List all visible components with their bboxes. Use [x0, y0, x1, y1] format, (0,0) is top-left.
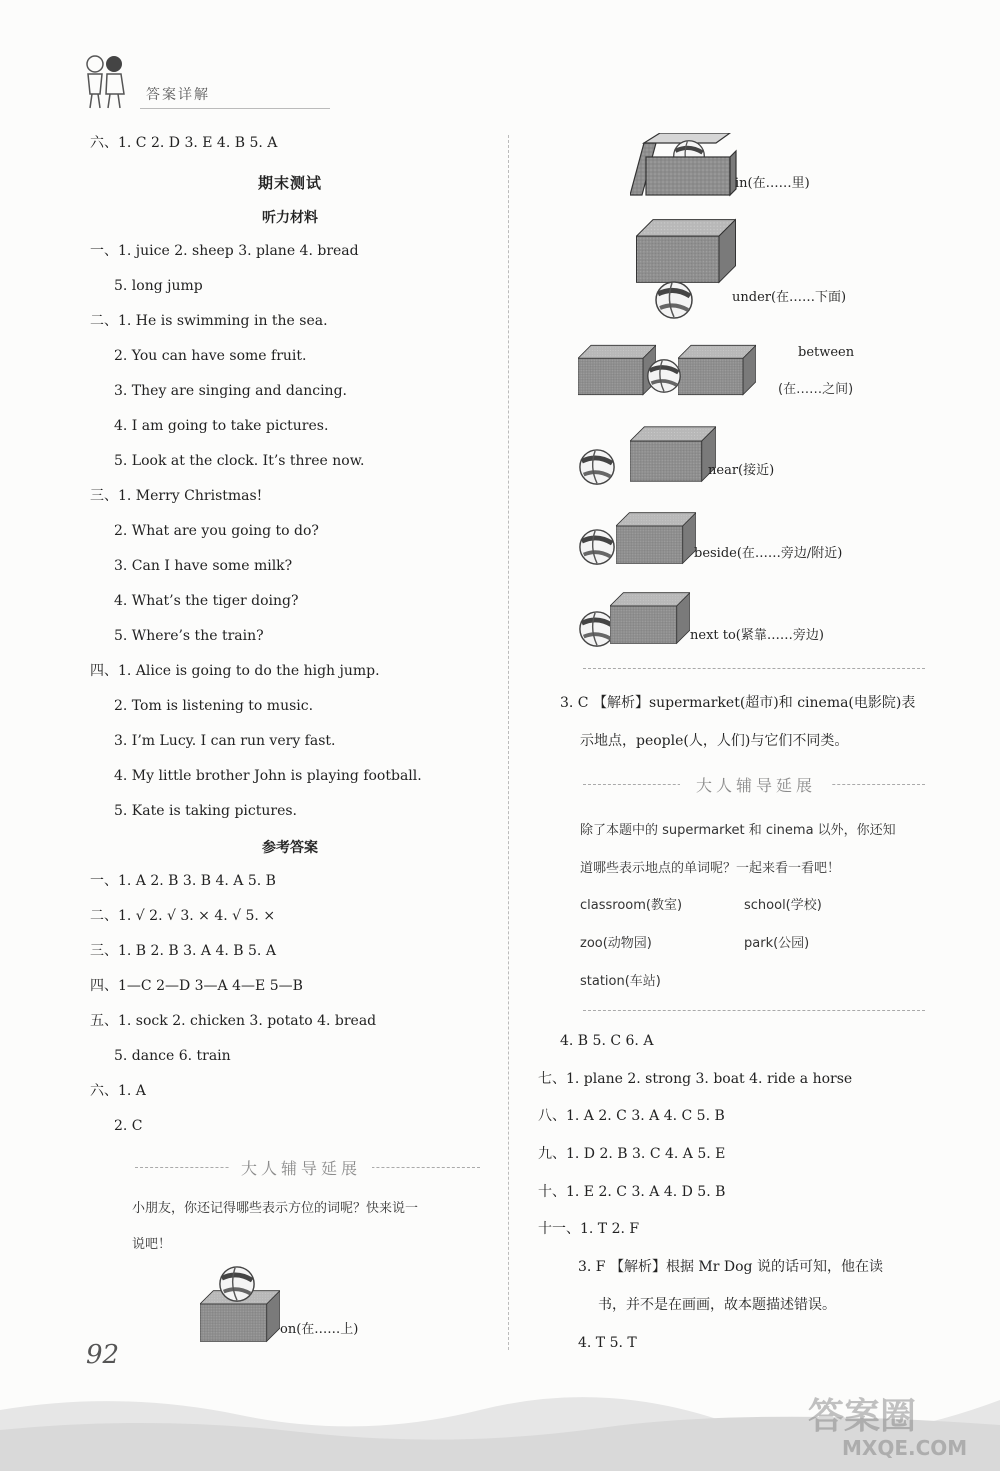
- answer-line: 一、1. A 2. B 3. B 4. A 5. B: [90, 873, 276, 889]
- answer-line: 九、1. D 2. B 3. C 4. A 5. E: [538, 1146, 726, 1162]
- answer-line: 四、1—C 2—D 3—A 4—E 5—B: [90, 978, 303, 994]
- extension-text: 除了本题中的 supermarket 和 cinema 以外，你还知: [580, 823, 896, 838]
- explanation-line: 3. C 【解析】supermarket(超市)和 cinema(电影院)表: [560, 695, 916, 711]
- answer-line: 三、1. B 2. B 3. A 4. B 5. A: [90, 943, 276, 959]
- between-cn-label: (在……之间): [778, 382, 854, 397]
- answer-line: 八、1. A 2. C 3. A 4. C 5. B: [538, 1108, 725, 1124]
- place-word: station(车站): [580, 974, 661, 989]
- place-word: school(学校): [744, 898, 822, 913]
- section-divider: [583, 668, 925, 669]
- listening-line: 2. Tom is listening to music.: [114, 698, 314, 714]
- on-box-figure: [200, 1265, 280, 1350]
- place-word: zoo(动物园): [580, 936, 652, 951]
- answer-line: 4. T 5. T: [578, 1335, 637, 1351]
- near-label: near(接近): [708, 463, 775, 478]
- listening-line: 3. They are singing and dancing.: [114, 383, 347, 399]
- listening-line: 二、1. He is swimming in the sea.: [90, 313, 328, 329]
- section-divider: [583, 1010, 925, 1011]
- under-box-figure: [636, 218, 736, 323]
- extension-text: 道哪些表示地点的单词呢？一起来看一看吧！: [580, 861, 841, 876]
- listening-line: 3. I’m Lucy. I can run very fast.: [114, 733, 336, 749]
- header-title: 答案详解: [146, 87, 210, 103]
- near-box-figure: [578, 422, 718, 490]
- place-word: park(公园): [744, 936, 810, 951]
- listening-title: 听力材料: [262, 210, 318, 226]
- next-to-label: next to(紧靠……旁边): [690, 628, 824, 643]
- watermark-url: MXQE.COM: [842, 1436, 968, 1460]
- answer-line: 六、1. C 2. D 3. E 4. B 5. A: [90, 135, 278, 151]
- extension-text: 说吧！: [132, 1237, 172, 1252]
- answer-line: 五、1. sock 2. chicken 3. potato 4. bread: [90, 1013, 377, 1029]
- answer-line: 七、1. plane 2. strong 3. boat 4. ride a horse: [538, 1071, 853, 1087]
- explanation-line: 书，并不是在画画，故本题描述错误。: [598, 1297, 836, 1313]
- listening-line: 5. Where’s the train?: [114, 628, 264, 644]
- watermark-logo: 答案圈: [808, 1396, 917, 1437]
- listening-line: 2. You can have some fruit.: [114, 348, 307, 364]
- explanation-line: 3. F 【解析】根据 Mr Dog 说的话可知，他在读: [578, 1259, 883, 1275]
- place-word: classroom(教室): [580, 898, 683, 913]
- answer-line: 十、1. E 2. C 3. A 4. D 5. B: [538, 1184, 726, 1200]
- header-rule: [140, 108, 330, 109]
- answer-line: 5. dance 6. train: [114, 1048, 231, 1064]
- in-label: in(在……里): [735, 176, 810, 191]
- listening-line: 3. Can I have some milk?: [114, 558, 293, 574]
- in-box-figure: [630, 133, 740, 198]
- between-box-figure: [578, 338, 768, 408]
- listening-line: 5. Kate is taking pictures.: [114, 803, 297, 819]
- answer-line: 4. B 5. C 6. A: [560, 1033, 654, 1049]
- listening-line: 一、1. juice 2. sheep 3. plane 4. bread: [90, 243, 359, 259]
- kids-illustration-icon: [80, 52, 130, 110]
- page-header: [80, 52, 280, 112]
- section-title: 期末测试: [257, 174, 322, 192]
- listening-line: 4. I am going to take pictures.: [114, 418, 329, 434]
- extension-title: 大人辅导延展: [680, 773, 832, 796]
- extension-text: 小朋友，你还记得哪些表示方位的词呢？快来说一: [132, 1201, 419, 1216]
- under-label: under(在……下面): [732, 290, 847, 305]
- next-to-box-figure: [578, 586, 693, 654]
- listening-line: 2. What are you going to do?: [114, 523, 319, 539]
- listening-line: 4. What’s the tiger doing?: [114, 593, 299, 609]
- page-number: 92: [86, 1340, 120, 1370]
- listening-line: 4. My little brother John is playing football.: [114, 768, 422, 784]
- extension-title: 大人辅导延展: [230, 1156, 372, 1179]
- answer-line: 2. C: [114, 1118, 143, 1134]
- answer-line: 二、1. √ 2. √ 3. × 4. √ 5. ×: [90, 908, 276, 924]
- answer-line: 十一、1. T 2. F: [538, 1221, 640, 1237]
- explanation-line: 示地点，people(人，人们)与它们不同类。: [580, 733, 849, 749]
- answers-title: 参考答案: [262, 840, 318, 856]
- column-divider: [508, 135, 509, 1350]
- listening-line: 四、1. Alice is going to do the high jump.: [90, 663, 380, 679]
- listening-line: 三、1. Merry Christmas!: [90, 488, 263, 504]
- answer-line: 六、1. A: [90, 1083, 146, 1099]
- listening-line: 5. long jump: [114, 278, 203, 294]
- on-label: on(在……上): [280, 1322, 359, 1337]
- listening-line: 5. Look at the clock. It’s three now.: [114, 453, 365, 469]
- between-label: between: [798, 345, 855, 360]
- beside-label: beside(在……旁边/附近): [694, 546, 843, 561]
- beside-box-figure: [578, 506, 698, 574]
